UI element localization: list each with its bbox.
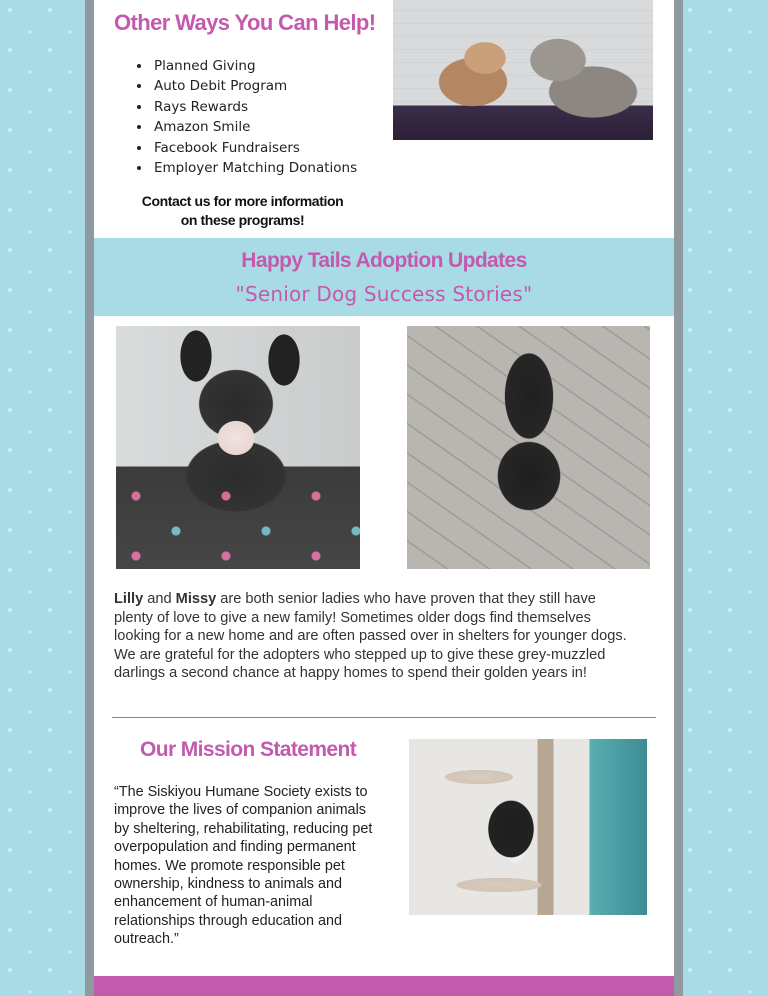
adoption-title: Happy Tails Adoption Updates — [241, 249, 527, 272]
contact-note-line: Contact us for more information — [141, 193, 344, 209]
mission-title: Our Mission Statement — [140, 738, 357, 761]
missy-dog-photo — [407, 326, 650, 569]
footer-bar — [94, 976, 674, 996]
list-item: • Employer Matching Donations — [152, 158, 357, 178]
lilly-dog-photo — [116, 326, 360, 569]
story-connector: and — [143, 591, 176, 607]
list-item: • Auto Debit Program — [152, 76, 357, 96]
list-item: • Rays Rewards — [152, 97, 357, 117]
contact-note-line: on these programs! — [180, 212, 305, 228]
newsletter-page — [94, 0, 674, 996]
help-list — [134, 56, 357, 178]
adoption-subtitle: "Senior Dog Success Stories" — [235, 282, 533, 306]
adoption-story — [114, 590, 629, 683]
dog-name-lilly: Lilly — [114, 591, 144, 607]
adoption-banner — [94, 238, 674, 316]
list-item: • Planned Giving — [152, 56, 357, 76]
list-item: • Facebook Fundraisers — [152, 138, 357, 158]
section-divider — [112, 717, 656, 718]
list-item: • Amazon Smile — [152, 117, 357, 137]
sleeping-cats-photo — [393, 0, 653, 140]
story-body: are both senior ladies who have proven that they still have plenty of love to give a new family! Sometimes older dogs find themselves looking for a new home and are often passed over in shelters for younger dogs. We are grateful for the adopters who stepped up to give these grey-muzzled darlings a second chance at happy homes to spend their golden years in! — [114, 591, 627, 682]
help-section-title: Other Ways You Can Help! — [114, 10, 376, 35]
mission-text: “The Siskiyou Humane Society exists to improve the lives of companion animals by sheltering, rehabilitating, reducing pet overpopulation and finding permanent homes. We promote responsible pet ownership, kindness to animals and enhancement of human-animal relationships through education and outreach.” — [114, 784, 373, 948]
contact-note — [130, 192, 355, 230]
dog-name-missy: Missy — [175, 591, 217, 607]
cat-on-tree-photo — [409, 739, 647, 915]
